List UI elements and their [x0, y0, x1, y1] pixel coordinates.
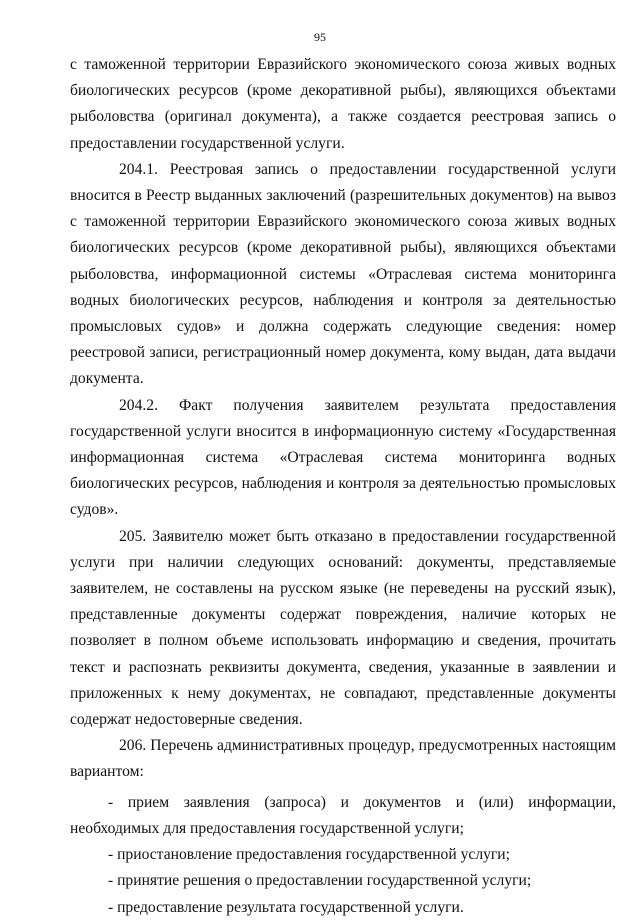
page-number: 95	[314, 30, 326, 44]
list-item: - принятие решения о предоставлении государственной услуги;	[108, 872, 532, 890]
paragraph-continuation: с таможенной территории Евразийского экономического союза живых водных биологических ресурсов (кроме декоративной рыбы), являющихся объектами рыболовства (оригинал документа), а также создается реестровая запись о предоставлении государственной услуги.	[70, 56, 616, 152]
procedures-list	[70, 790, 616, 921]
paragraph-205: 205. Заявителю может быть отказано в предоставлении государственной услуги при наличии следующих оснований: документы, представляемые заявителем, не составлены на русском языке (не переведены на русский язык), представленные документы содержат повреждения, наличие которых не позволяет в полном объеме использовать информацию и сведения, прочитать текст и распознать реквизиты документа, сведения, указанные в заявлении и приложенных к нему документах, не совпадают, представленные документы содержат недостоверные сведения.	[70, 527, 616, 729]
paragraph-204-1: 204.1. Реестровая запись о предоставлении государственной услуги вносится в Реестр выданных заключений (разрешительных документов) на вывоз с таможенной территории Евразийского экономического союза живых водных биологических ресурсов (кроме декоративной рыбы), являющихся объектами рыболовства, информационной системы «Отраслевая система мониторинга водных биологических ресурсов, наблюдения и контроля за деятельностью промысловых судов» и должна содержать следующие сведения: номер реестровой записи, регистрационный номер документа, кому выдан, дата выдачи документа.	[70, 160, 616, 388]
list-item: - предоставление результата государственной услуги.	[108, 898, 464, 916]
list-item: - прием заявления (запроса) и документов и (или) информации, необходимых для предоставления государственной услуги;	[70, 793, 616, 837]
paragraph-204-2: 204.2. Факт получения заявителем результата предоставления государственной услуги вносится в информационную систему «Государственная информационная система «Отраслевая система мониторинга водных биологических ресурсов, наблюдения и контроля за деятельностью промысловых судов».	[70, 396, 616, 519]
document-body	[70, 52, 616, 921]
paragraph-206: 206. Перечень административных процедур, предусмотренных настоящим вариантом:	[70, 737, 616, 781]
list-item: - приостановление предоставления государственной услуги;	[108, 846, 510, 864]
